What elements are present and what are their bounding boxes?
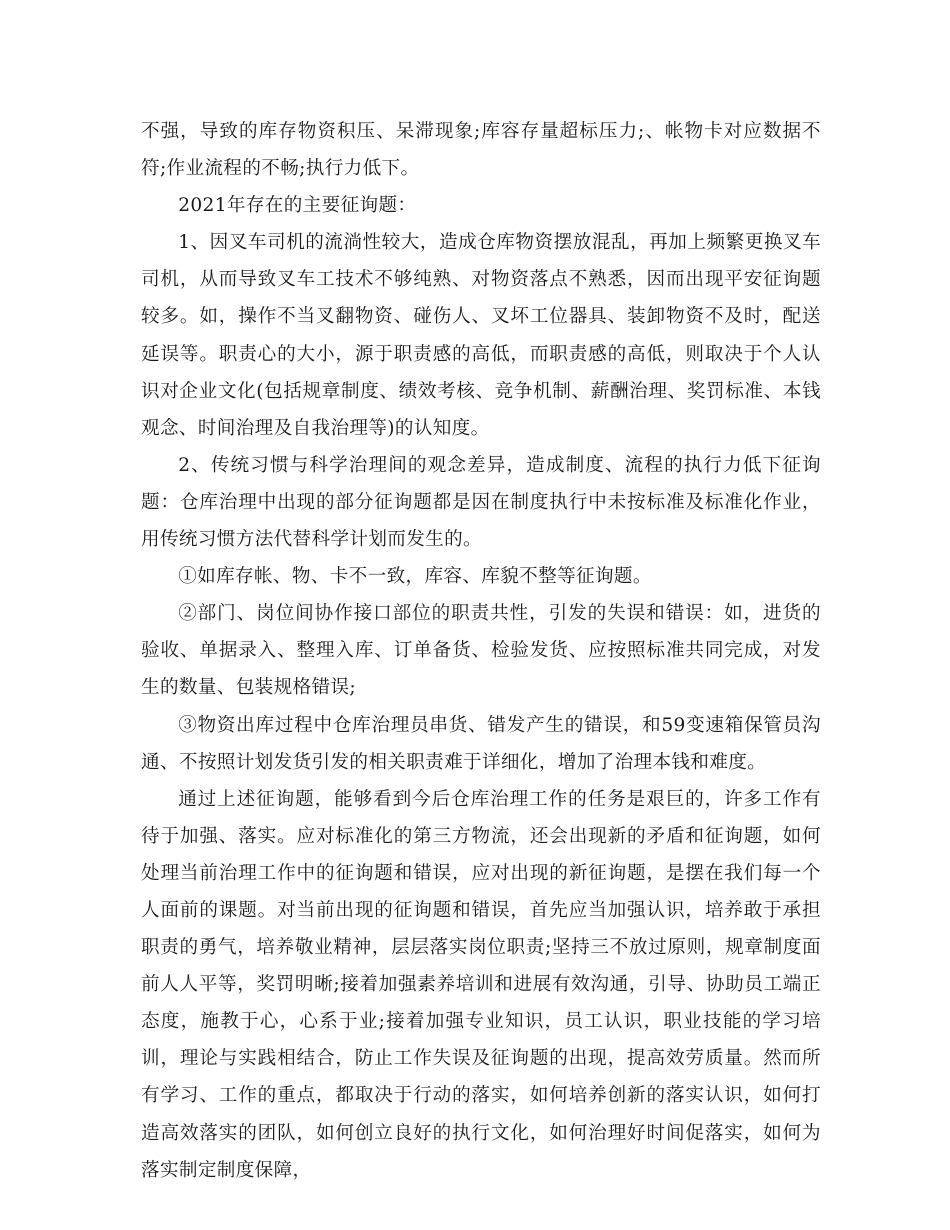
paragraph-item-2: 2、传统习惯与科学治理间的观念差异，造成制度、流程的执行力低下征询题：仓库治理中出现的部分征询题都是因在制度执行中未按标准及标准化作业，用传统习惯方法代替科学计划而发生的。 [141, 454, 821, 551]
paragraph-subitem-3: ③物资出库过程中仓库治理员串货、错发产生的错误，和59变速箱保管员沟通、不按照计划发货引发的相关职责难于详细化，增加了治理本钱和难度。 [141, 714, 821, 773]
paragraph-subitem-2: ②部门、岗位间协作接口部位的职责共性，引发的失误和错误：如，进货的验收、单据录入、整理入库、订单备货、检验发货、应按照标准共同完成，对发生的数量、包装规格错误; [141, 603, 821, 699]
paragraph-continuation: 不强，导致的库存物资积压、呆滞现象;库容存量超标压力;、帐物卡对应数据不符;作业流程的不畅;执行力低下。 [141, 121, 821, 180]
paragraph-section-heading: 2021年存在的主要征询题： [178, 195, 417, 217]
paragraph-item-1: 1、因叉车司机的流淌性较大，造成仓库物资摆放混乱，再加上频繁更换叉车司机，从而导致叉车工技术不够纯熟、对物资落点不熟悉，因而出现平安征询题较多。如，操作不当叉翻物资、碰伤人、叉坏工位器具、装卸物资不及时，配送延误等。职责心的大小，源于职责感的高低，而职责感的高低，则取决于个人认识对企业文化(包括规章制度、绩效考核、竞争机制、薪酬治理、奖罚标准、本钱观念、时间治理及自我治理等)的认知度。 [141, 232, 821, 439]
paragraph-subitem-1: ①如库存帐、物、卡不一致，库容、库貌不整等征询题。 [178, 566, 652, 588]
document-body [141, 113, 821, 1189]
paragraph-conclusion: 通过上述征询题，能够看到今后仓库治理工作的任务是艰巨的，许多工作有待于加强、落实。应对标准化的第三方物流，还会出现新的矛盾和征询题，如何处理当前治理工作中的征询题和错误，应对出现的新征询题，是摆在我们每一个人面前的课题。对当前出现的征询题和错误，首先应当加强认识，培养敢于承担职责的勇气，培养敬业精神，层层落实岗位职责;坚持三不放过原则，规章制度面前人人平等，奖罚明晰;接着加强素养培训和进展有效沟通，引导、协助员工端正态度，施教于心，心系于业;接着加强专业知识，员工认识，职业技能的学习培训，理论与实践相结合，防止工作失误及征询题的出现，提高效劳质量。然而所有学习、工作的重点，都取决于行动的落实，如何培养创新的落实认识，如何打造高效落实的团队，如何创立良好的执行文化，如何治理好时间促落实，如何为落实制定制度保障， [141, 788, 821, 1181]
